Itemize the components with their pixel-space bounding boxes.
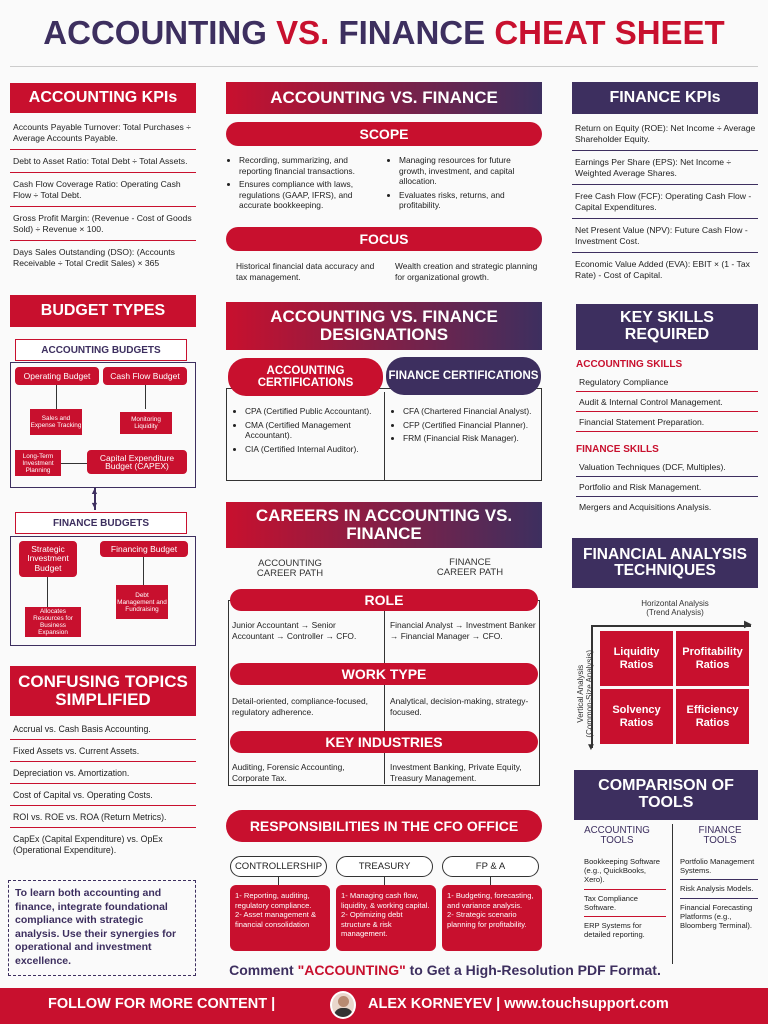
avf-header: ACCOUNTING VS. FINANCE	[226, 82, 542, 114]
horizontal-analysis-label	[600, 600, 750, 618]
finance-skills-list	[576, 457, 758, 516]
scope-item: • Ensures compliance with laws, regulations (GAAP, IFRS), and accurate bookkeeping.	[239, 179, 380, 211]
accounting-budgets-label: ACCOUNTING BUDGETS	[15, 339, 187, 361]
kpi-item: Accounts Payable Turnover: Total Purchases ÷ Average Accounts Payable.	[10, 116, 196, 150]
avatar-head-icon	[338, 996, 349, 1007]
treasury-details	[336, 885, 436, 951]
divider	[672, 824, 673, 964]
cert-item: • CFP (Certified Financial Planner).	[403, 420, 536, 431]
kpi-item: Days Sales Outstanding (DSO): (Accounts Receivable ÷ Total Credit Sales) × 365	[13, 247, 175, 268]
footer-follow: FOLLOW FOR MORE CONTENT |	[48, 996, 276, 1012]
cfo-item: 1- Managing cash flow, liquidity, & working capital.	[341, 891, 430, 910]
monitoring-liquidity-box: Monitoring Liquidity	[120, 412, 172, 434]
tip-box: To learn both accounting and finance, integrate foundational compliance with strategic analysis. Use their synergies for operational and investment excellence.	[8, 880, 196, 976]
accounting-kpis-header: ACCOUNTING KPIs	[10, 83, 196, 113]
cfo-item: 2- Asset management & financial consolidation	[235, 910, 317, 929]
kpi-item: Net Present Value (NPV): Future Cash Flow - Investment Cost.	[572, 219, 758, 253]
efficiency-ratios-quad: Efficiency Ratios	[676, 689, 749, 744]
focus-finance: Wealth creation and strategic planning for organizational growth.	[395, 261, 538, 282]
accounting-role: Junior Accountant → Senior Accountant → Controller → CFO.	[232, 620, 357, 641]
cfo-item: 2- Optimizing debt structure & risk management.	[341, 910, 403, 939]
connector	[278, 877, 279, 885]
skill-item: Portfolio and Risk Management.	[576, 477, 758, 497]
strategic-investment-budget: Strategic Investment Budget	[19, 541, 77, 577]
arrow-up-icon: ▲	[90, 486, 99, 496]
confusing-item: Fixed Assets vs. Current Assets.	[10, 740, 196, 762]
accounting-certifications-list	[236, 406, 378, 457]
title-part: FINANCE	[338, 14, 495, 51]
kpi-item: Earnings Per Share (EPS): Net Income ÷ Weighted Average Shares.	[572, 151, 758, 185]
page-title	[0, 14, 768, 52]
profitability-ratios-quad: Profitability Ratios	[676, 631, 749, 686]
finance-certifications-label: FINANCE CERTIFICATIONS	[386, 357, 541, 395]
designations-header: ACCOUNTING VS. FINANCE DESIGNATIONS	[226, 302, 542, 350]
budget-types-header: BUDGET TYPES	[10, 295, 196, 327]
cert-item: • CIA (Certified Internal Auditor).	[245, 444, 378, 455]
accounting-certifications-label: ACCOUNTING CERTIFICATIONS	[228, 358, 383, 396]
fpa-details	[442, 885, 542, 951]
divider	[384, 392, 385, 480]
tool-item: Financial Forecasting Platforms (e.g., Bloomberg Terminal).	[680, 902, 753, 931]
cfo-header: RESPONSIBILITIES IN THE CFO OFFICE	[226, 810, 542, 842]
kpi-item: Return on Equity (ROE): Net Income ÷ Average Shareholder Equity.	[572, 117, 758, 151]
liquidity-ratios-quad: Liquidity Ratios	[600, 631, 673, 686]
footer-author: ALEX KORNEYEV | www.touchsupport.com	[368, 996, 669, 1012]
controllership-pill: CONTROLLERSHIP	[230, 856, 327, 877]
financial-analysis-header: FINANCIAL ANALYSIS TECHNIQUES	[572, 538, 758, 588]
controllership-details	[230, 885, 330, 951]
skill-item: Financial Statement Preparation.	[576, 412, 758, 432]
tool-item: Portfolio Management Systems.	[680, 853, 758, 880]
skill-item: Regulatory Compliance	[576, 372, 758, 392]
confusing-item: Depreciation vs. Amortization.	[10, 762, 196, 784]
focus-accounting: Historical financial data accuracy and tax management.	[236, 261, 375, 282]
accounting-career-path-label: ACCOUNTING CAREER PATH	[256, 558, 324, 579]
treasury-pill: TREASURY	[336, 856, 433, 877]
scope-item: • Managing resources for future growth, investment, and capital allocation.	[399, 155, 540, 187]
vertical-analysis-label	[577, 629, 595, 759]
kpi-item: Debt to Asset Ratio: Total Debt ÷ Total Assets.	[10, 150, 196, 173]
work-type-pill: WORK TYPE	[230, 663, 538, 685]
capex-budget: Capital Expenditure Budget (CAPEX)	[87, 450, 187, 474]
cfo-item: 2- Strategic scenario planning for profitability.	[447, 910, 527, 929]
connector	[143, 557, 144, 585]
confusing-topics-header: CONFUSING TOPICS SIMPLIFIED	[10, 666, 196, 716]
skill-item: Valuation Techniques (DCF, Multiples).	[576, 457, 758, 477]
arrow-right-icon: ▶	[744, 619, 752, 630]
cert-item: • CMA (Certified Management Accountant).	[245, 420, 378, 441]
arrow-down-icon: ▼	[586, 742, 596, 753]
connector	[61, 463, 87, 464]
finance-tools-label: FINANCE TOOLS	[698, 825, 742, 847]
operating-budget: Operating Budget	[15, 367, 99, 385]
comment-pre: Comment	[229, 962, 298, 978]
tool-item: Tax Compliance Software.	[584, 890, 666, 917]
comparison-tools-header: COMPARISON OF TOOLS	[574, 770, 758, 820]
cert-item: • CFA (Chartered Financial Analyst).	[403, 406, 536, 417]
title-part: VS.	[276, 14, 339, 51]
finance-industries: Investment Banking, Private Equity, Treasury Management.	[390, 762, 522, 783]
title-part: ACCOUNTING	[43, 14, 277, 51]
connector	[145, 385, 146, 409]
horizontal-arrow-line	[591, 625, 751, 627]
kpi-item: Economic Value Added (EVA): EBIT × (1 - Tax Rate) - Cost of Capital.	[575, 259, 750, 280]
scope-item: • Evaluates risks, returns, and profitability.	[399, 190, 540, 211]
finance-career-path-label: FINANCE CAREER PATH	[436, 557, 504, 578]
confusing-topics-list	[10, 718, 196, 861]
financing-budget: Financing Budget	[100, 541, 188, 557]
horizontal-analysis-sub: (Trend Analysis)	[646, 607, 704, 617]
accounting-industries: Auditing, Forensic Accounting, Corporate Tax.	[232, 762, 345, 783]
tool-item: Risk Analysis Models.	[680, 880, 758, 898]
connector	[384, 877, 385, 885]
arrow-down-icon: ▼	[90, 500, 99, 510]
sales-expense-box: Sales and Expense Tracking	[30, 409, 82, 435]
confusing-item: CapEx (Capital Expenditure) vs. OpEx (Operational Expenditure).	[13, 834, 163, 855]
finance-role: Financial Analyst → Investment Banker → Financial Manager → CFO.	[390, 620, 536, 641]
kpi-item: Free Cash Flow (FCF): Operating Cash Flow - Capital Expenditures.	[572, 185, 758, 219]
comment-post: to Get a High-Resolution PDF Format.	[405, 962, 661, 978]
accounting-skills-list	[576, 372, 758, 432]
comment-key: "ACCOUNTING"	[297, 962, 406, 978]
cfo-item: 1- Reporting, auditing, regulatory compliance.	[235, 891, 312, 910]
accounting-work-type: Detail-oriented, compliance-focused, regulatory adherence.	[232, 696, 368, 717]
divider	[384, 606, 385, 784]
kpi-item: Gross Profit Margin: (Revenue - Cost of Goods Sold) ÷ Revenue × 100.	[10, 207, 196, 241]
connector	[47, 577, 48, 607]
accounting-kpis-list	[10, 116, 196, 274]
role-pill: ROLE	[230, 589, 538, 611]
accounting-tools-list	[584, 853, 666, 943]
finance-skills-label: FINANCE SKILLS	[576, 444, 659, 455]
accounting-tools-label: ACCOUNTING TOOLS	[584, 825, 650, 847]
cash-flow-budget: Cash Flow Budget	[103, 367, 187, 385]
avatar	[330, 991, 356, 1019]
horizontal-analysis-text: Horizontal Analysis	[641, 599, 709, 608]
tool-item: ERP Systems for detailed reporting.	[584, 921, 645, 940]
divider	[10, 66, 758, 67]
cert-item: • CPA (Certified Public Accountant).	[245, 406, 378, 417]
confusing-item: Cost of Capital vs. Operating Costs.	[10, 784, 196, 806]
connector	[490, 877, 491, 885]
cert-item: • FRM (Financial Risk Manager).	[403, 433, 536, 444]
skill-item: Audit & Internal Control Management.	[576, 392, 758, 412]
key-industries-pill: KEY INDUSTRIES	[230, 731, 538, 753]
accounting-skills-label: ACCOUNTING SKILLS	[576, 359, 683, 370]
focus-pill: FOCUS	[226, 227, 542, 251]
confusing-item: ROI vs. ROE vs. ROA (Return Metrics).	[10, 806, 196, 828]
key-skills-header: KEY SKILLS REQUIRED	[576, 304, 758, 350]
finance-kpis-header: FINANCE KPIs	[572, 82, 758, 114]
finance-kpis-list	[572, 117, 758, 286]
solvency-ratios-quad: Solvency Ratios	[600, 689, 673, 744]
scope-pill: SCOPE	[226, 122, 542, 146]
comment-cta	[200, 962, 690, 978]
fpa-pill: FP & A	[442, 856, 539, 877]
connector	[56, 385, 57, 409]
long-term-box: Long-Term Investment Planning	[15, 450, 61, 476]
confusing-item: Accrual vs. Cash Basis Accounting.	[10, 718, 196, 740]
finance-certifications-list	[394, 406, 536, 447]
finance-tools-list	[680, 853, 758, 934]
finance-budgets-label: FINANCE BUDGETS	[15, 512, 187, 534]
scope-accounting	[230, 155, 380, 214]
vertical-analysis-sub: (Common-Size Analysis)	[585, 650, 594, 738]
tool-item: Bookkeeping Software (e.g., QuickBooks, Xero).	[584, 853, 666, 890]
careers-header: CAREERS IN ACCOUNTING VS. FINANCE	[226, 502, 542, 548]
finance-work-type: Analytical, decision-making, strategy-focused.	[390, 696, 529, 717]
title-part: CHEAT SHEET	[494, 14, 725, 51]
allocates-resources-box: Allocates Resources for Business Expansion	[25, 607, 81, 637]
scope-item: • Recording, summarizing, and reporting financial transactions.	[239, 155, 380, 176]
skill-item: Mergers and Acquisitions Analysis.	[579, 502, 712, 512]
vertical-analysis-text: Vertical Analysis	[576, 664, 586, 723]
debt-management-box: Debt Management and Fundraising	[116, 585, 168, 619]
cfo-item: 1- Budgeting, forecasting, and variance analysis.	[447, 891, 534, 910]
scope-finance	[390, 155, 540, 214]
kpi-item: Cash Flow Coverage Ratio: Operating Cash Flow ÷ Total Debt.	[10, 173, 196, 207]
